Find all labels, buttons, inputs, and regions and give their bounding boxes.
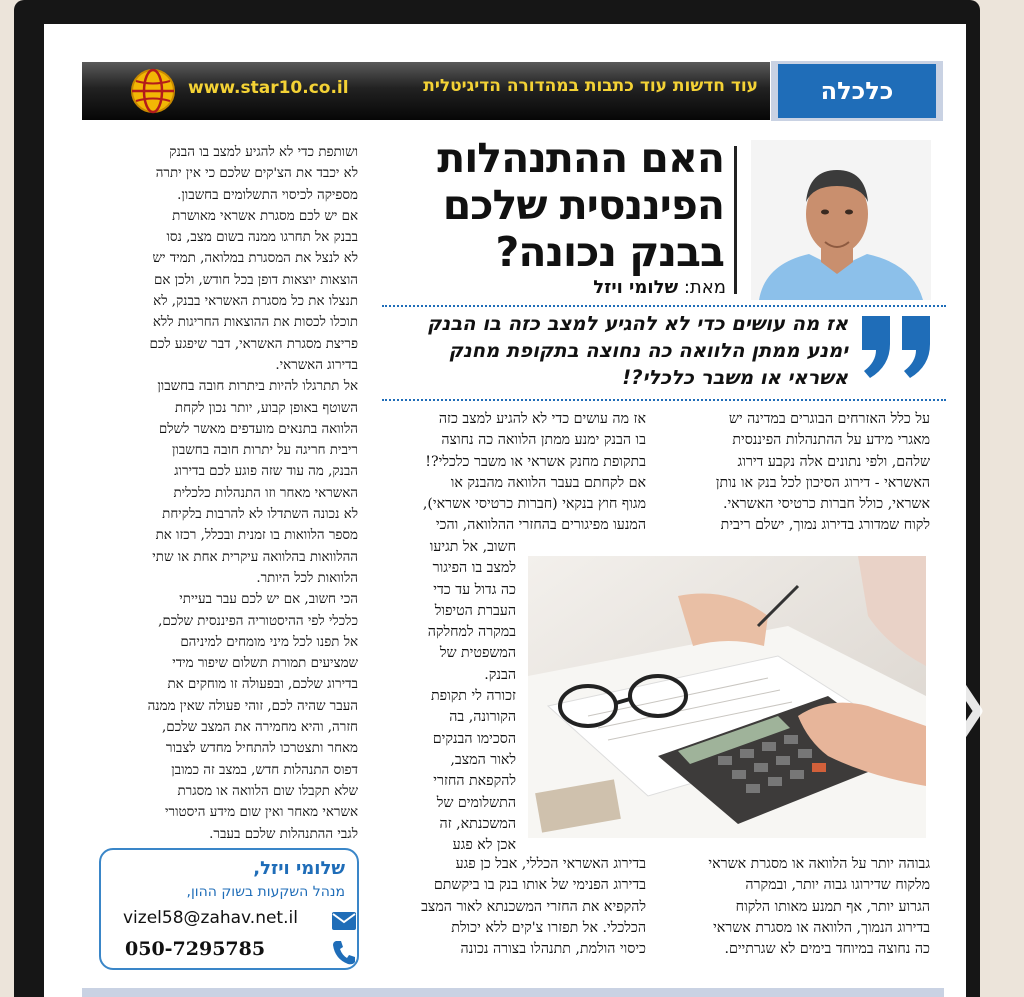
text-line: הבנק, מה עוד שזה פוגע לכם בדירוג	[174, 464, 358, 480]
text-line: המנעו מפיגורים בהחזרי ההלוואה, והכי	[435, 517, 646, 534]
text-line: השוטף באופן קבוע, יותר נכון לקחת	[174, 400, 358, 416]
text-line: מגוף חוץ בנקאי (חברות כרטיסי אשראי),	[422, 496, 646, 513]
text-line: ריבית חריגה על יתרות חובה בחשבון	[172, 443, 358, 459]
column-right-bottom	[658, 854, 930, 960]
text-line: מספיקה לכיסוי התשלומים בחשבון.	[177, 187, 358, 203]
pull-quote	[382, 310, 848, 391]
contact-name: שלומי ויזל,	[253, 858, 345, 879]
text-line: המשכנתא, זה	[439, 815, 516, 832]
text-line: הוצאות יוצאות דופן בכל חודש, ולכן אם	[153, 272, 358, 288]
text-line: האשראי - דירוג הסיכון לכל בנק או נותן	[715, 474, 930, 491]
text-line: שלהם, ולפי נתונים אלה נקבע דירוג	[737, 453, 930, 470]
text-line: לגבי ההתנהלות שלכם בעבר.	[209, 826, 358, 842]
text-line: מאחר ותצטרכו להתחיל מחדש לצבור	[165, 741, 358, 757]
text-line: לא יכבד את הצ'קים שלכם כי אין יתרה	[155, 166, 358, 182]
banner-url[interactable]: www.star10.co.il	[188, 78, 349, 98]
text-line: מלקוח שדירוגו גבוה יותר, ובמקרה	[745, 877, 930, 894]
text-line: לא לנצל את המסגרת במלואה, תמיד יש	[152, 251, 358, 267]
text-line: גבוהה יותר על הלוואה או מסגרת אשראי	[708, 856, 930, 872]
pull-quote-top-rule	[382, 305, 946, 307]
text-line: הגרוע יותר, אף תמנע מאותו הלקוח	[735, 898, 930, 915]
byline-prefix: מאת:	[683, 277, 726, 298]
text-line: הקורונה, בה	[449, 709, 516, 726]
text-line: הלוואה בתנאים מועדפים מאשר לשלם	[158, 421, 358, 437]
text-line: חשוב, אל תגיעו	[429, 539, 516, 555]
text-line: שלא תקבלו שום הלוואה או מסגרת	[177, 783, 358, 799]
text-line: בדירוג הפנימי של אותו בנק בו ביקשתם	[433, 877, 646, 894]
pull-quote-line: אשראי או משבר כלכלי?!	[622, 366, 848, 389]
text-line: מספר הלוואות בו זמנית ובכלל, רכזו את	[155, 528, 358, 544]
text-line: לקוח שמדורג בדירוג נמוך, ישלם ריבית	[720, 517, 930, 534]
banner-text: עוד חדשות עוד כתבות במהדורה הדיגיטלית	[423, 76, 758, 96]
text-line: מאגרי מידע על ההתנהלות הפיננסית	[732, 432, 930, 449]
column-middle-top	[382, 409, 646, 537]
text-line: אם יש לכם מסגרת אשראי מאושרת	[172, 208, 358, 224]
contact-role: מנהל השקעות בשוק ההון,	[186, 884, 345, 900]
text-line: הסכימו הבנקים	[432, 730, 516, 747]
text-line: בבנק אל תחרגו ממנה בשום מצב, נסו	[166, 230, 358, 246]
text-line: דפוס התנהלות חדש, במצב זה כמובן	[171, 762, 358, 778]
text-line: למצב בו הפיגור	[432, 560, 516, 577]
section-header	[771, 61, 943, 121]
next-section-strip	[82, 988, 944, 997]
text-line: חזרה, והיא מחמירה את המצב שלכם,	[162, 720, 358, 736]
headline-line: הפיננסית שלכם	[442, 181, 724, 229]
section-label: כלכלה	[778, 64, 936, 118]
text-line: כיסוי הולמת, תתנהלו בצורה נכונה	[460, 941, 646, 958]
text-line: אשראי, כולל חברות כרטיסי האשראי.	[722, 496, 930, 513]
chevron-right-icon[interactable]	[936, 652, 986, 770]
text-line: להקפאת החזרי	[433, 773, 516, 790]
text-line: כה גדול עד כדי	[433, 581, 516, 598]
text-line: להקפיא את החזרי המשכנתא לאור המצב	[421, 898, 646, 915]
text-line: הכי חשוב, אם יש לכם עבר בעייתי	[179, 592, 358, 608]
mail-icon	[331, 911, 357, 931]
headline-divider	[734, 146, 737, 294]
text-line: פריצת מסגרת האשראי, דבר שיפגע לכם	[149, 336, 358, 352]
text-line: אכן לא פגע	[452, 837, 516, 854]
text-line: העבר שהיה לכם, זוהי פעולה שאין ממנה	[147, 698, 358, 714]
text-line: אז מה עושים כדי לא להגיע למצב כזה	[438, 411, 646, 427]
phone-icon	[331, 939, 355, 965]
author-portrait	[751, 140, 931, 300]
quote-icon	[856, 310, 938, 382]
text-line: האשראי מאחר וזו התנהלות כלכלית	[173, 485, 358, 501]
article-headline	[437, 134, 724, 276]
globe-icon	[130, 68, 176, 114]
text-line: כה נחוצה במיוחד בימים לא שגרתיים.	[724, 941, 930, 958]
text-line: כלכלי לפי ההיסטוריה הפיננסית שלכם,	[158, 613, 358, 629]
headline-line: האם ההתנהלות	[437, 134, 724, 182]
magazine-page	[44, 24, 966, 997]
column-middle-narrow	[382, 537, 516, 856]
text-line: לא נכונה השתדלו לא להרבות בלקיחת	[162, 507, 358, 523]
text-line: שמציעים תמורת תשלום שיפור מידי	[172, 656, 358, 672]
text-line: בתקופת מחנק אשראי או משבר כלכלי?!	[425, 453, 646, 470]
text-line: ההלוואות בהלוואה עיקרית אחת או שתי	[152, 549, 358, 565]
text-line: בדירוג שלכם, ובפעולה זו מוחקים את	[167, 677, 358, 693]
text-line: אל תתרגלו להיות ביתרות חובה בחשבון	[157, 379, 358, 395]
digital-edition-banner[interactable]	[82, 62, 770, 120]
text-line: בדירוג האשראי הכללי, אבל כן פגע	[455, 856, 646, 872]
chevron-left-icon[interactable]	[56, 652, 106, 770]
text-line: ושותפת כדי לא להגיע למצב בו הבנק	[169, 145, 358, 160]
text-line: הכלכלי. אל תפזרו צ'קים ללא יכולת	[451, 919, 646, 936]
column-left	[96, 142, 358, 845]
pull-quote-bottom-rule	[382, 399, 946, 401]
text-line: אל תפנו לכל מיני מומחים למיניהם	[180, 634, 358, 650]
article-photo	[528, 556, 926, 838]
text-line: לאור המצב,	[450, 751, 516, 768]
text-line: בו הבנק ימנע ממתן הלוואה כה נחוצה	[441, 432, 646, 449]
text-line: זכורה לי תקופת	[431, 688, 516, 705]
text-line: הלוואות לכל היותר.	[256, 570, 358, 586]
pull-quote-line: אז מה עושים כדי לא להגיע למצב כזה בו הבנק	[427, 312, 848, 335]
text-line: בדירוג הנמוך, הלוואה או מסגרת אשראי	[713, 919, 930, 936]
byline	[464, 277, 726, 298]
text-line: התשלומים של	[436, 794, 516, 811]
text-line: תנצלו את כל מסגרת האשראי בבנק, לא	[153, 294, 358, 310]
headline-line: בבנק נכונה?	[495, 228, 724, 276]
author-contact-box	[99, 848, 359, 970]
text-line: המשפטית של	[439, 645, 516, 662]
text-line: על כלל האזרחים הבוגרים במדינה יש	[728, 411, 930, 427]
text-line: במקרה למחלקה	[427, 624, 516, 641]
text-line: אם לקחתם בעבר הלוואה מהבנק או	[450, 474, 646, 491]
pull-quote-line: ימנע ממתן הלוואה כה נחוצה בתקופת מחנק	[448, 339, 848, 362]
text-line: אשראי מאחר ואין שום מידע היסטורי	[165, 805, 358, 821]
text-line: תוכלו לכסות את ההוצאות החריגות ללא	[152, 315, 358, 331]
text-line: בדירוג האשראי.	[275, 357, 358, 373]
contact-email[interactable]: vizel58@zahav.net.il	[123, 908, 298, 928]
column-middle-bottom	[382, 854, 646, 960]
text-line: העברת הטיפול	[434, 602, 516, 619]
byline-author: שלומי ויזל	[593, 277, 679, 298]
text-line: הבנק.	[484, 666, 516, 683]
column-right-top	[658, 409, 930, 537]
contact-phone[interactable]: 050-7295785	[125, 938, 266, 960]
